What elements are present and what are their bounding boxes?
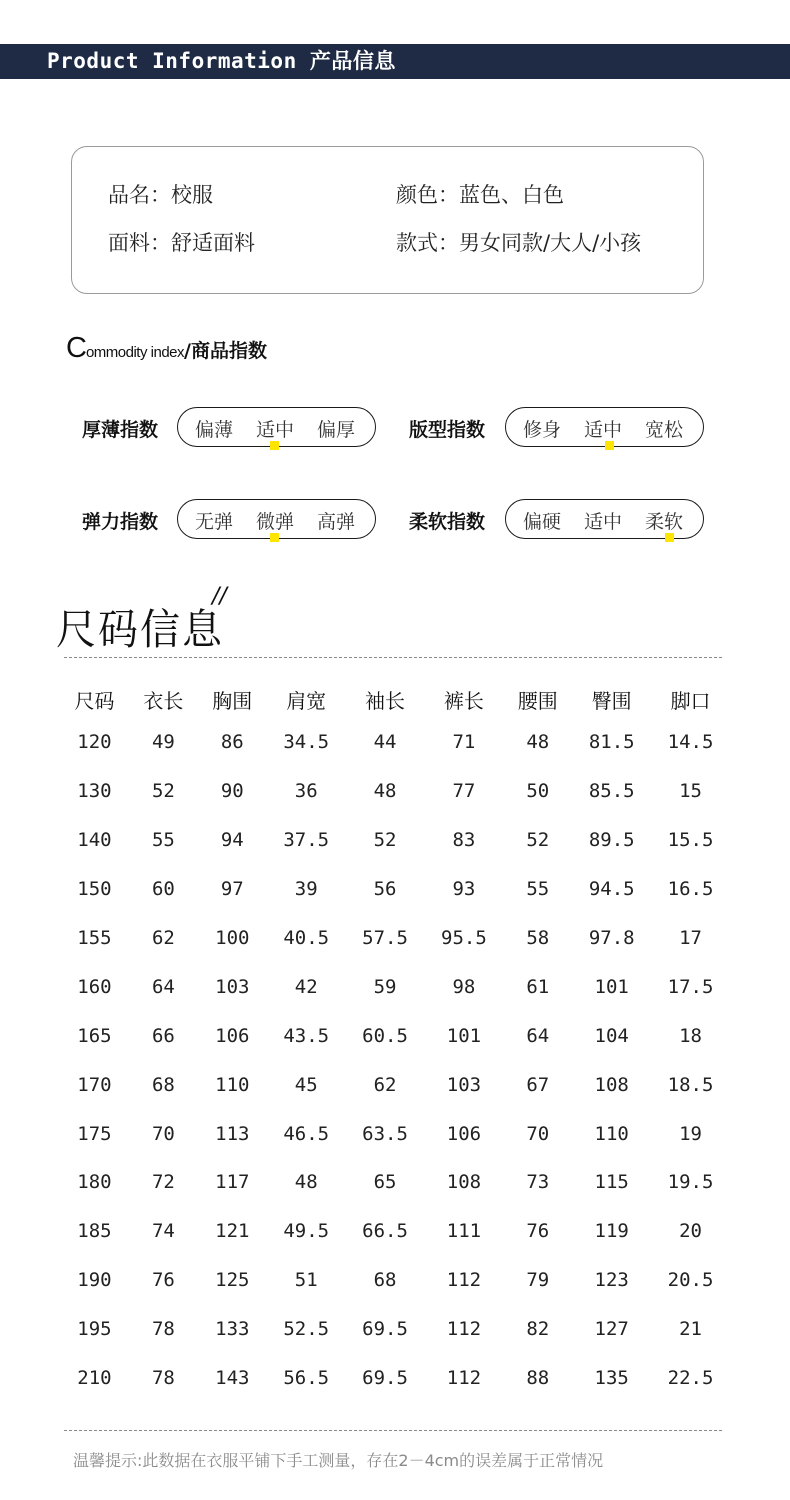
table-cell: 34.5 <box>283 731 330 754</box>
table-cell: 19 <box>679 1122 702 1145</box>
table-cell: 77 <box>452 780 476 803</box>
size-info-title: 尺码信息 <box>56 606 224 655</box>
table-cell: 48 <box>373 780 397 803</box>
table-cell: 74 <box>151 1220 175 1243</box>
table-cell: 60 <box>151 878 175 901</box>
table-cell: 78 <box>151 1367 175 1390</box>
table-cell: 97.8 <box>588 927 635 949</box>
info-name: 品名：校服 <box>108 183 213 207</box>
index-option: 适中 <box>584 419 623 441</box>
table-cell: 69.5 <box>362 1367 408 1390</box>
table-cell: 108 <box>446 1171 482 1194</box>
table-cell: 37.5 <box>283 829 330 852</box>
table-cell: 112 <box>446 1269 482 1292</box>
table-cell: 62 <box>151 927 175 949</box>
table-cell: 66 <box>151 1024 175 1047</box>
table-cell: 56 <box>373 878 397 901</box>
index-option: 偏硬 <box>523 511 562 533</box>
table-cell: 110 <box>215 1073 250 1096</box>
index-option: 柔软 <box>645 511 684 533</box>
table-cell: 64 <box>151 975 175 998</box>
table-cell: 16.5 <box>667 878 714 901</box>
table-cell: 21 <box>679 1318 702 1341</box>
table-cell: 58 <box>526 927 550 949</box>
index-option: 宽松 <box>645 419 684 441</box>
table-cell: 18.5 <box>667 1073 714 1096</box>
table-cell: 117 <box>215 1171 250 1194</box>
table-cell: 85.5 <box>588 780 635 803</box>
table-cell: 50 <box>526 780 550 803</box>
table-cell: 143 <box>215 1367 250 1390</box>
table-cell: 95.5 <box>441 927 487 949</box>
table-cell: 185 <box>77 1220 112 1243</box>
header-bar <box>0 44 790 79</box>
table-cell: 94.5 <box>588 878 635 901</box>
table-cell: 112 <box>446 1318 482 1341</box>
table-row <box>60 1060 730 1109</box>
table-cell: 81.5 <box>588 731 635 754</box>
table-cell: 55 <box>151 829 175 852</box>
info-style: 款式：男女同款/大人/小孩 <box>396 231 642 255</box>
index-label-softness: 柔软指数 <box>409 511 486 533</box>
table-cell: 56.5 <box>283 1367 330 1390</box>
table-cell: 101 <box>594 975 629 998</box>
info-fabric: 面料：舒适面料 <box>108 231 255 255</box>
table-cell: 115 <box>594 1171 629 1194</box>
table-cell: 20.5 <box>667 1269 714 1292</box>
table-cell: 104 <box>594 1024 629 1047</box>
table-cell: 40.5 <box>283 927 330 949</box>
table-cell: 125 <box>215 1269 250 1292</box>
table-cell: 44 <box>373 731 397 754</box>
table-row <box>60 767 730 816</box>
table-cell: 180 <box>77 1171 112 1194</box>
table-cell: 52 <box>373 829 397 852</box>
table-cell: 150 <box>77 878 112 901</box>
product-info-card <box>71 146 704 294</box>
column-header: 衣长 <box>143 688 184 713</box>
info-color: 颜色：蓝色、白色 <box>396 183 564 207</box>
table-cell: 120 <box>77 731 112 754</box>
selected-marker <box>270 441 279 450</box>
table-row <box>60 962 730 1011</box>
commodity-title-initial: C <box>66 332 86 364</box>
table-cell: 65 <box>373 1171 397 1194</box>
index-label-thickness: 厚薄指数 <box>82 419 159 441</box>
table-cell: 60.5 <box>362 1024 408 1047</box>
divider <box>64 1430 722 1431</box>
table-row <box>60 1256 730 1305</box>
table-cell: 20 <box>679 1220 702 1243</box>
table-cell: 67 <box>526 1073 550 1096</box>
table-row <box>60 865 730 914</box>
table-row <box>60 816 730 865</box>
table-header-row <box>60 680 730 718</box>
table-row <box>60 914 730 963</box>
table-cell: 62 <box>373 1073 397 1096</box>
table-row <box>60 1354 730 1403</box>
table-cell: 175 <box>77 1122 112 1145</box>
index-label-elasticity: 弹力指数 <box>82 511 159 533</box>
table-cell: 88 <box>526 1367 550 1390</box>
table-cell: 69.5 <box>362 1318 408 1341</box>
table-cell: 106 <box>446 1122 482 1145</box>
table-cell: 18 <box>679 1024 702 1047</box>
table-cell: 52 <box>151 780 175 803</box>
table-cell: 19.5 <box>667 1171 714 1194</box>
index-scale-thickness <box>177 407 376 447</box>
table-cell: 52 <box>526 829 550 852</box>
table-cell: 195 <box>77 1318 112 1341</box>
index-option: 高弹 <box>317 511 356 533</box>
table-cell: 165 <box>77 1024 112 1047</box>
commodity-title-rest: ommodity index <box>85 344 184 361</box>
table-cell: 106 <box>215 1024 250 1047</box>
table-cell: 135 <box>594 1367 629 1390</box>
table-cell: 82 <box>526 1318 550 1341</box>
column-header: 脚口 <box>670 688 711 713</box>
index-option: 偏薄 <box>195 419 234 441</box>
table-cell: 76 <box>526 1220 550 1243</box>
selected-marker <box>605 441 614 450</box>
table-cell: 72 <box>151 1171 175 1194</box>
index-option: 适中 <box>256 419 295 441</box>
table-cell: 48 <box>526 731 550 754</box>
table-cell: 71 <box>452 731 476 754</box>
table-cell: 61 <box>526 975 550 998</box>
table-cell: 127 <box>594 1318 629 1341</box>
table-cell: 130 <box>77 780 112 803</box>
table-cell: 57.5 <box>362 927 408 949</box>
table-cell: 76 <box>151 1269 175 1292</box>
selected-marker <box>665 533 674 542</box>
table-cell: 68 <box>151 1073 175 1096</box>
table-cell: 17.5 <box>667 975 714 998</box>
table-cell: 103 <box>215 975 250 998</box>
table-cell: 63.5 <box>362 1122 408 1145</box>
table-cell: 101 <box>446 1024 482 1047</box>
table-cell: 94 <box>220 829 244 852</box>
table-cell: 59 <box>373 975 397 998</box>
table-row <box>60 1109 730 1158</box>
table-cell: 160 <box>77 975 112 998</box>
column-header: 袖长 <box>365 688 406 713</box>
table-cell: 111 <box>446 1220 482 1243</box>
divider <box>64 657 722 658</box>
column-header: 臀围 <box>591 688 632 713</box>
table-cell: 48 <box>294 1171 318 1194</box>
index-option: 偏厚 <box>317 419 356 441</box>
table-row <box>60 1011 730 1060</box>
table-cell: 15 <box>679 780 702 803</box>
footnote: 温馨提示:此数据在衣服平铺下手工测量，存在2－4cm的误差属于正常情况 <box>73 1451 604 1470</box>
table-cell: 79 <box>526 1269 550 1292</box>
column-header: 尺码 <box>74 688 115 713</box>
table-cell: 39 <box>294 878 318 901</box>
table-cell: 36 <box>294 780 318 803</box>
table-cell: 17 <box>679 927 702 949</box>
table-cell: 190 <box>77 1269 112 1292</box>
index-option: 修身 <box>523 419 562 441</box>
index-scale-softness <box>505 499 704 539</box>
table-cell: 155 <box>77 927 112 949</box>
page-title: Product Information 产品信息 <box>47 49 396 73</box>
size-table-body <box>60 718 730 1402</box>
table-cell: 98 <box>452 975 476 998</box>
table-cell: 45 <box>294 1073 318 1096</box>
table-cell: 112 <box>446 1367 482 1390</box>
table-cell: 170 <box>77 1073 112 1096</box>
table-row <box>60 1207 730 1256</box>
table-cell: 68 <box>373 1269 397 1292</box>
table-cell: 15.5 <box>667 829 714 852</box>
table-cell: 14.5 <box>667 731 714 754</box>
table-cell: 93 <box>452 878 476 901</box>
table-row <box>60 1305 730 1354</box>
column-header: 腰围 <box>517 688 558 713</box>
size-table <box>60 680 730 1402</box>
column-header: 裤长 <box>443 688 484 713</box>
table-cell: 89.5 <box>588 829 635 852</box>
table-cell: 86 <box>220 731 244 754</box>
index-option: 无弹 <box>195 511 234 533</box>
table-cell: 83 <box>452 829 476 852</box>
table-cell: 49.5 <box>283 1220 330 1243</box>
table-cell: 97 <box>220 878 244 901</box>
column-header: 胸围 <box>212 688 253 713</box>
table-row <box>60 1158 730 1207</box>
table-cell: 210 <box>77 1367 112 1390</box>
index-scale-elasticity <box>177 499 376 539</box>
table-cell: 133 <box>215 1318 250 1341</box>
table-cell: 110 <box>594 1122 629 1145</box>
table-cell: 119 <box>594 1220 629 1243</box>
table-cell: 108 <box>594 1073 629 1096</box>
table-cell: 55 <box>526 878 550 901</box>
index-option: 适中 <box>584 511 623 533</box>
commodity-index-title <box>66 332 267 362</box>
table-cell: 51 <box>294 1269 318 1292</box>
size-title-decoration: // <box>212 584 227 609</box>
table-cell: 103 <box>446 1073 482 1096</box>
table-cell: 113 <box>215 1122 250 1145</box>
table-cell: 66.5 <box>362 1220 408 1243</box>
table-cell: 100 <box>215 927 250 949</box>
commodity-title-cn: /商品指数 <box>184 340 267 362</box>
table-cell: 64 <box>526 1024 550 1047</box>
table-cell: 42 <box>294 975 318 998</box>
table-cell: 70 <box>151 1122 175 1145</box>
table-cell: 78 <box>151 1318 175 1341</box>
table-cell: 123 <box>594 1269 629 1292</box>
column-header: 肩宽 <box>286 688 327 713</box>
table-cell: 121 <box>215 1220 250 1243</box>
index-scale-fit <box>505 407 704 447</box>
table-cell: 73 <box>526 1171 550 1194</box>
table-cell: 140 <box>77 829 112 852</box>
table-cell: 70 <box>526 1122 550 1145</box>
table-cell: 90 <box>220 780 244 803</box>
table-cell: 52.5 <box>283 1318 330 1341</box>
table-row <box>60 718 730 767</box>
table-cell: 49 <box>151 731 175 754</box>
table-cell: 22.5 <box>667 1367 714 1390</box>
table-cell: 46.5 <box>283 1122 330 1145</box>
index-option: 微弹 <box>256 511 295 533</box>
index-label-fit: 版型指数 <box>409 419 486 441</box>
table-cell: 43.5 <box>283 1024 330 1047</box>
selected-marker <box>270 533 279 542</box>
